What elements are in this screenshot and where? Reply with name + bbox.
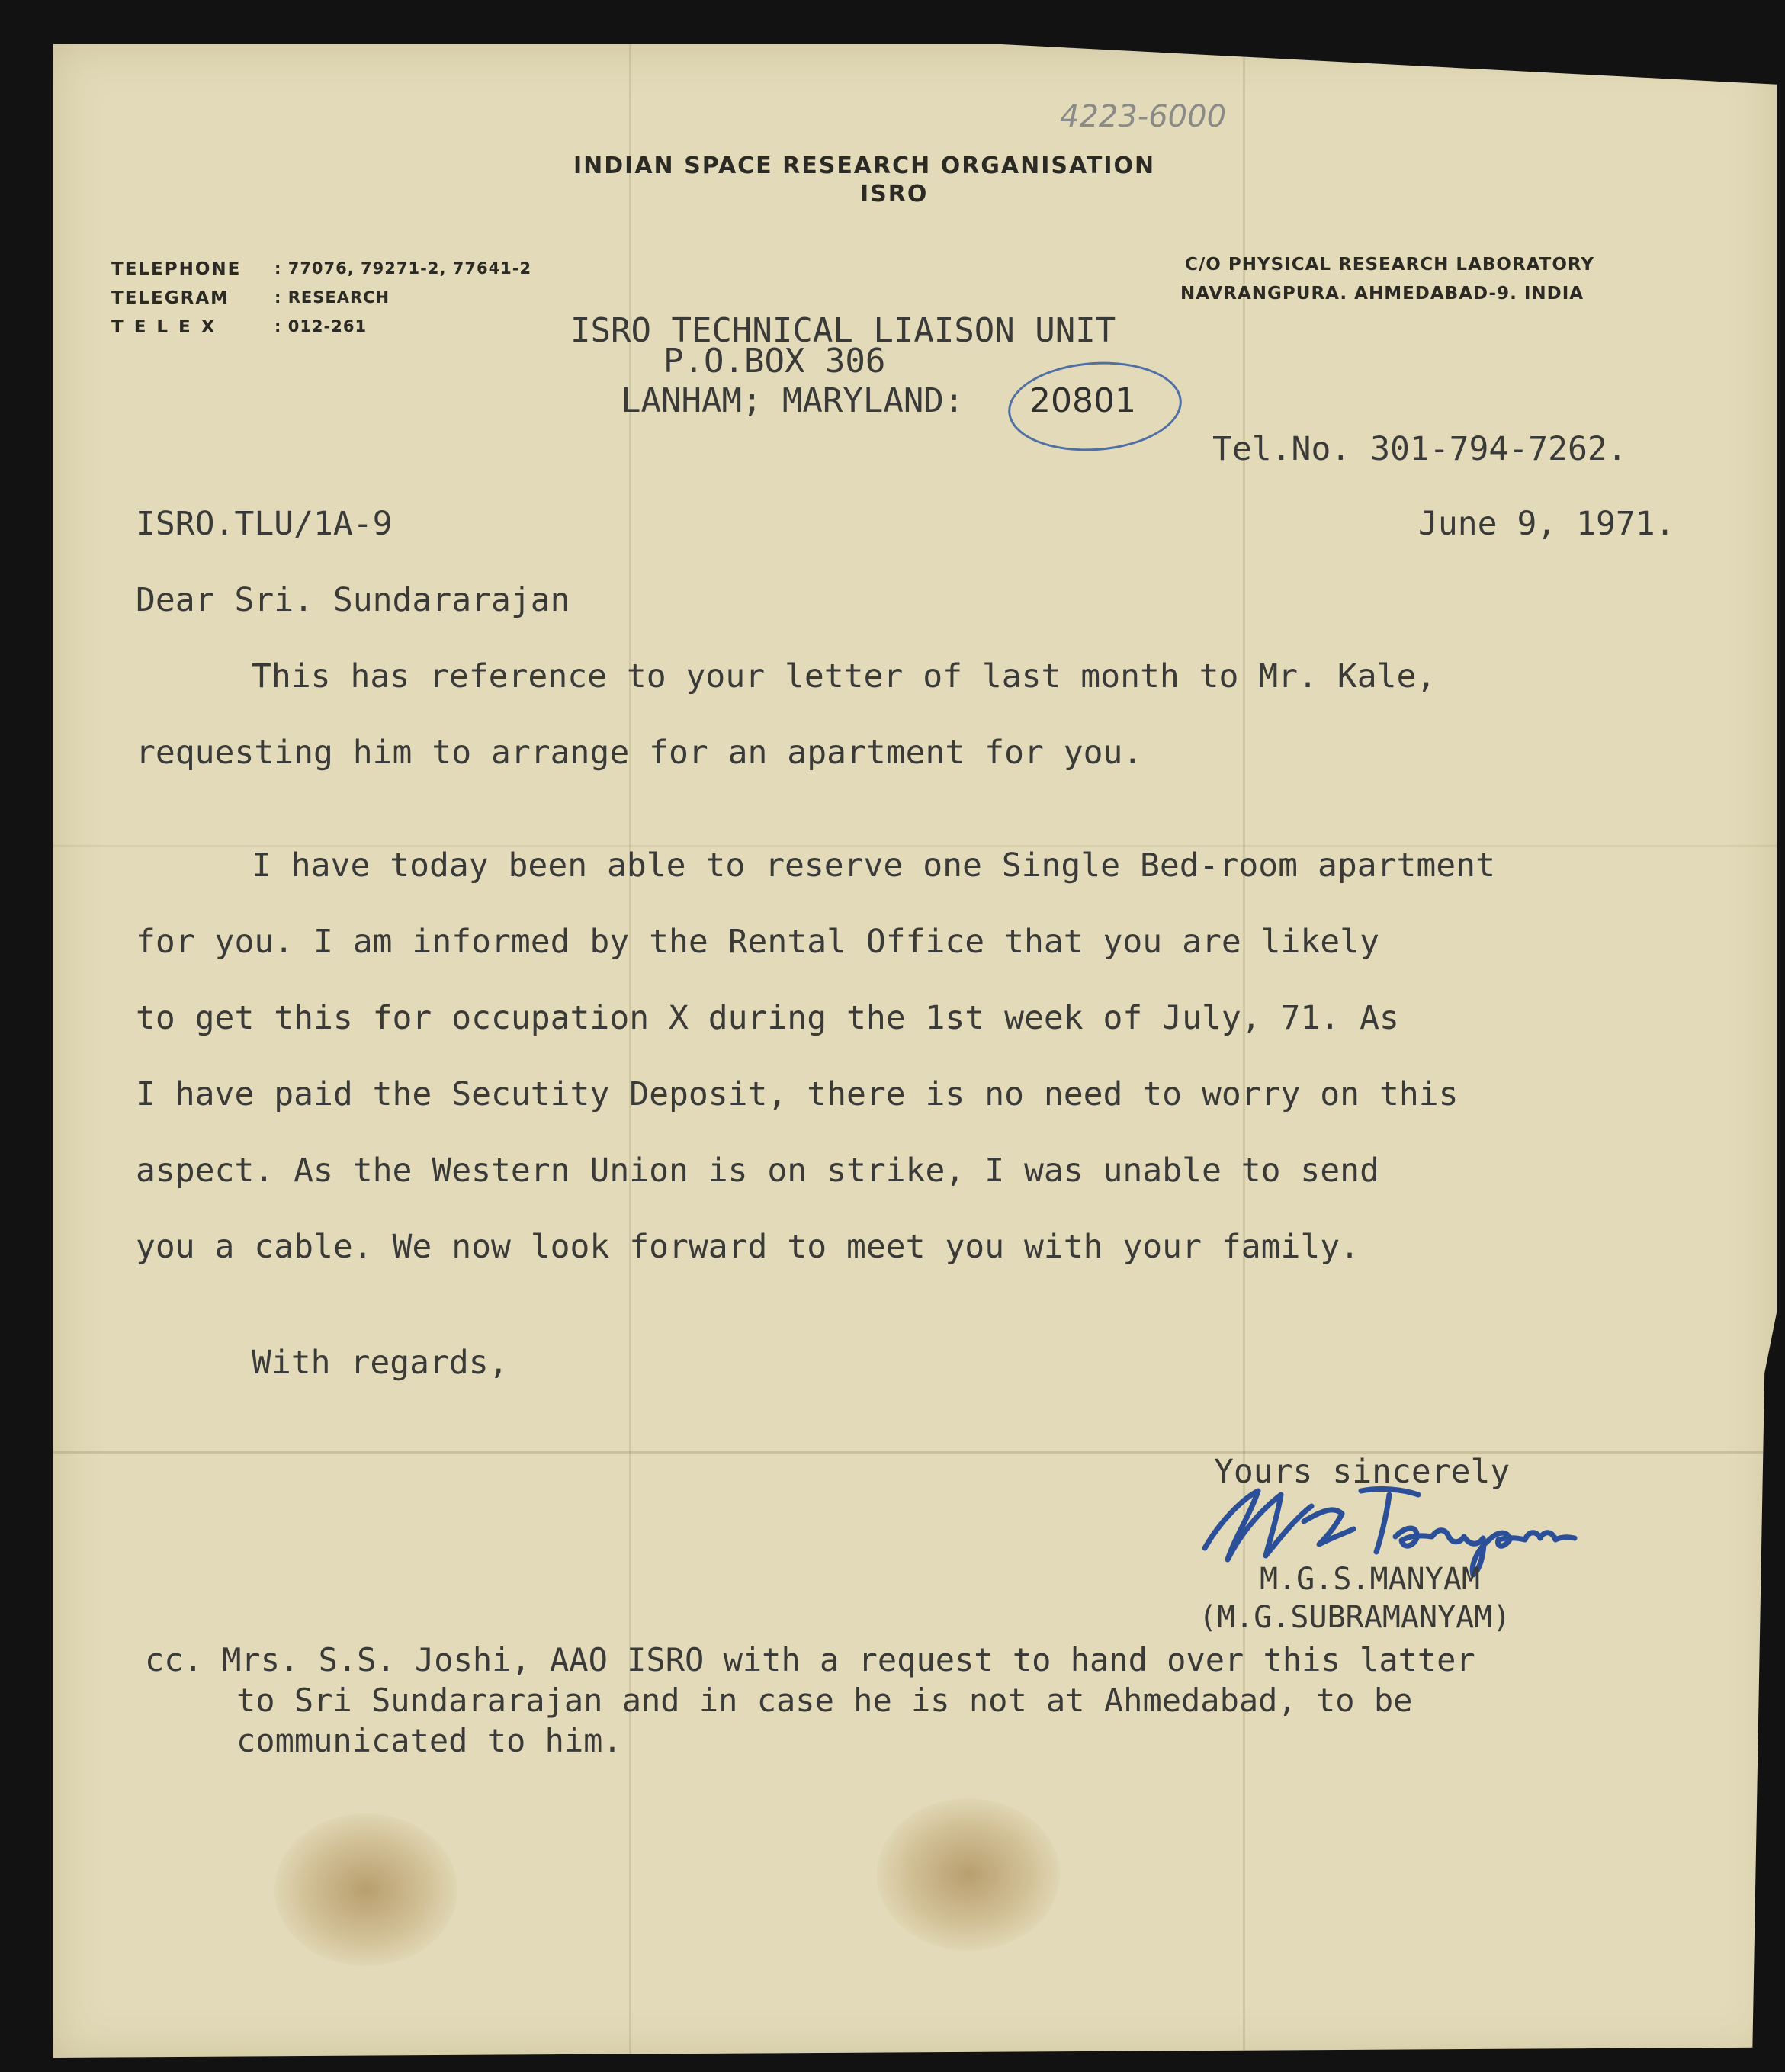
body-p2-line-5: aspect. As the Western Union is on strike, I was unable to send <box>136 1152 1379 1190</box>
closing-yours-sincerely: Yours sincerely <box>1214 1453 1511 1491</box>
po-box: P.O.BOX 306 <box>663 342 886 381</box>
stain-right <box>877 1798 1060 1951</box>
org-name: INDIAN SPACE RESEARCH ORGANISATION <box>573 153 1156 179</box>
address-line-1: C/O PHYSICAL RESEARCH LABORATORY <box>1185 255 1595 275</box>
letter-date: June 9, 1971. <box>1418 505 1675 543</box>
org-abbr: ISRO <box>860 181 929 207</box>
telex-label: TELEX <box>111 317 226 337</box>
telex-value: : 012-261 <box>274 317 368 336</box>
stain-left <box>274 1813 457 1966</box>
body-p2-line-6: you a cable. We now look forward to meet you with your family. <box>136 1228 1360 1266</box>
signer-name: M.G.S.MANYAM <box>1260 1562 1480 1597</box>
body-p2-line-3: to get this for occupation X during the 1st week of July, 71. As <box>136 999 1399 1037</box>
fold-crease-horizontal <box>53 1451 1777 1454</box>
city-state: LANHAM; MARYLAND: <box>621 381 965 420</box>
signer-full-name: (M.G.SUBRAMANYAM) <box>1199 1600 1511 1635</box>
cc-line-3: communicated to him. <box>236 1722 622 1759</box>
body-p1-line-2: requesting him to arrange for an apartment for you. <box>136 734 1143 772</box>
telephone-value: : 77076, 79271-2, 77641-2 <box>274 259 532 278</box>
body-p2-line-4: I have paid the Secutity Deposit, there is no need to worry on this <box>136 1075 1459 1113</box>
body-p2-line-1: I have today been able to reserve one Single Bed-room apartment <box>252 846 1495 885</box>
telephone-number: Tel.No. 301-794-7262. <box>1212 430 1627 468</box>
telephone-label: TELEPHONE <box>111 259 242 279</box>
address-line-2: NAVRANGPURA. AHMEDABAD-9. INDIA <box>1180 284 1584 304</box>
telegram-value: : RESEARCH <box>274 288 390 307</box>
body-p2-line-2: for you. I am informed by the Rental Office that you are likely <box>136 923 1379 961</box>
telegram-label: TELEGRAM <box>111 288 230 308</box>
cc-line-2: to Sri Sundararajan and in case he is not at Ahmedabad, to be <box>236 1682 1413 1719</box>
zip-code: 20801 <box>1029 381 1136 420</box>
closing-regards: With regards, <box>252 1344 509 1382</box>
unit-name: ISRO TECHNICAL LIAISON UNIT <box>570 311 1116 350</box>
salutation: Dear Sri. Sundararajan <box>136 581 570 619</box>
reference-number: ISRO.TLU/1A-9 <box>136 505 393 543</box>
body-p1-line-1: This has reference to your letter of last month to Mr. Kale, <box>252 657 1437 695</box>
fold-crease-vertical-right <box>1243 44 1245 2058</box>
cc-line-1: cc. Mrs. S.S. Joshi, AAO ISRO with a request to hand over this latter <box>145 1641 1475 1678</box>
pencil-note: 4223-6000 <box>1060 99 1227 134</box>
